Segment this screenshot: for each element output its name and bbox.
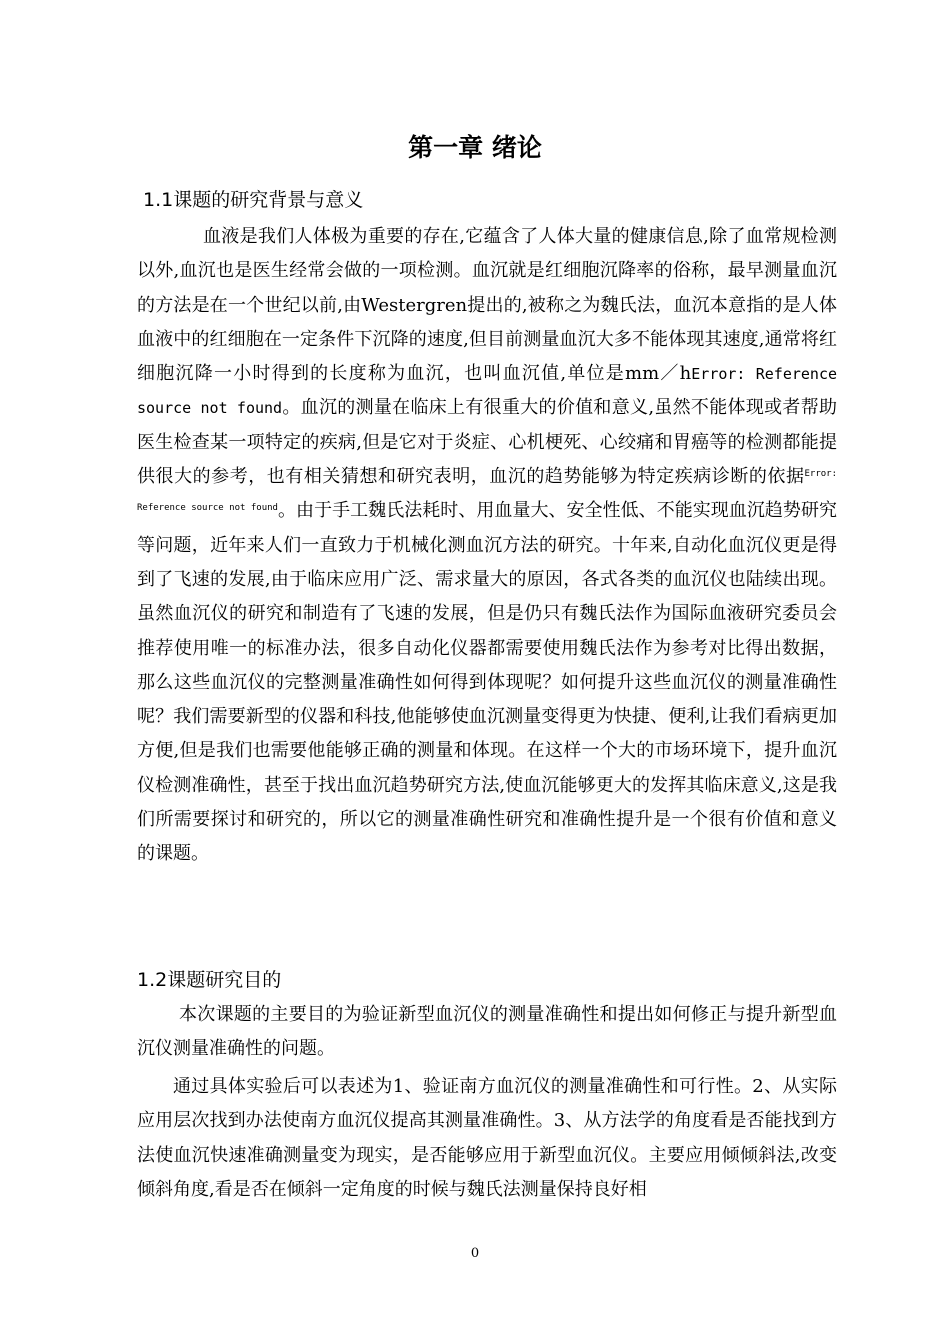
paragraph-text-part-3: 。由于手工魏氏法耗时、用血量大、安全性低、不能实现血沉趋势研究等问题，近年来人们一直致力于机械化测血沉方法的研究。十年来,自动化血沉仪更是得到了飞速的发展,由于临床应用广泛、需求量大的原因，各式各类的血沉仪也陆续出现。虽然血沉仪的研究和制造有了飞速的发展，但是仍只有魏氏法作为国际血液研究委员会推荐使用唯一的标准办法，很多自动化仪器都需要使用魏氏法作为参考对比得出数据，那么这些血沉仪的完整测量准确性如何得到体现呢？如何提升这些血沉仪的测量准确性呢？我们需要新型的仪器和科技,他能够使血沉测量变得更为快捷、便利,让我们看病更加方便,但是我们也需要他能够正确的测量和体现。在这样一个大的市场环境下，提升血沉仪检测准确性，甚至于找出血沉趋势研究方法,使血沉能够更大的发挥其临床意义,这是我们所需要探讨和研究的，所以它的测量准确性研究和准确性提升是一个很有价值和意义的课题。 xyxy=(137,500,837,865)
paragraph-text-part-2: 。血沉的测量在临床上有很重大的价值和意义,虽然不能体现或者帮助医生检查某一项特定的疾病,但是它对于炎症、心机梗死、心绞痛和胃癌等的检测都能提供很大的参考，也有相关猜想和研究表明，血沉的趋势能够为特定疾病诊断的依据 xyxy=(137,397,838,488)
section-heading-1-2: 1.2课题研究目的 xyxy=(137,969,282,991)
page-number: 0 xyxy=(470,1246,480,1261)
chapter-title: 第一章 绪论 xyxy=(408,133,542,162)
reference-error-superscript: Error: Reference source not found xyxy=(137,469,837,514)
section-1-2-paragraph-1: 本次课题的主要目的为验证新型血沉仪的测量准确性和提出如何修正与提升新型血沉仪测量准确性的问题。 xyxy=(137,1004,837,1060)
paragraph-text-part-1: 血液是我们人体极为重要的存在,它蕴含了人体大量的健康信息,除了血常规检测以外,血沉也是医生经常会做的一项检测。血沉就是红细胞沉降率的俗称，最早测量血沉的方法是在一个世纪以前,由Westergren提出的,被称之为魏氏法，血沉本意指的是人体血液中的红细胞在一定条件下沉降的速度,但目前测量血沉大多不能体现其速度,通常将红细胞沉降一小时得到的长度称为血沉，也叫血沉值,单位是mm／h xyxy=(137,226,837,385)
section-heading-1-1: 1.1课题的研究背景与意义 xyxy=(143,189,364,211)
section-1-1-paragraph xyxy=(137,220,837,872)
section-1-2-paragraph-2: 通过具体实验后可以表述为1、验证南方血沉仪的测量准确性和可行性。2、从实际应用层次找到办法使南方血沉仪提高其测量准确性。3、从方法学的角度看是否能找到方法使血沉快速准确测量变为现实，是否能够应用于新型血沉仪。主要应用倾倾斜法,改变倾斜角度,看是否在倾斜一定角度的时候与魏氏法测量保持良好相 xyxy=(137,1076,837,1200)
reference-error-text: Error: Reference source not found xyxy=(137,365,838,418)
